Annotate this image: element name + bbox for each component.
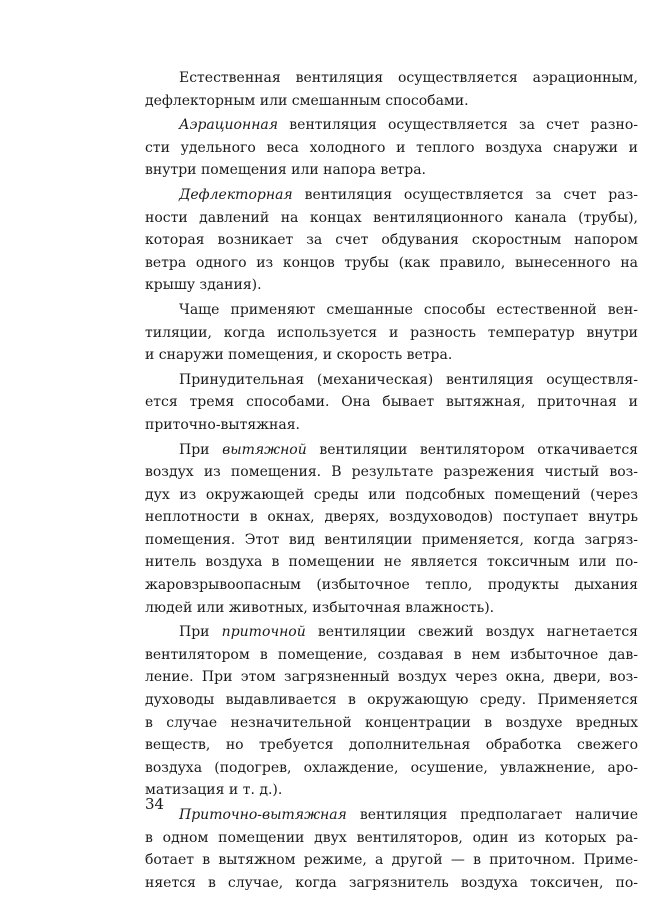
- line-text: тиляции, когда используется и разность температур внутри: [145, 324, 638, 341]
- italic-term: Аэрационная: [179, 117, 279, 134]
- text-line: [145, 184, 638, 207]
- text-line: [145, 621, 638, 644]
- text-line: [145, 734, 638, 757]
- text-line: [145, 299, 638, 322]
- paragraph: [145, 439, 638, 620]
- line-text: неплотности в окнах, дверях, воздуховодов) поступает внутрь: [145, 509, 638, 526]
- line-prefix: При: [179, 624, 222, 641]
- line-text: ности давлений на концах вентиляционного канала (трубы),: [145, 209, 638, 226]
- text-line: [145, 67, 638, 90]
- line-text: Чаще применяют смешанные способы естественной вен-: [179, 301, 638, 318]
- page-body: [145, 67, 638, 894]
- paragraph: [145, 67, 638, 112]
- text-line: [145, 229, 638, 252]
- line-text: ботает в вытяжном режиме, а другой — в приточном. Приме-: [145, 852, 638, 869]
- italic-term: Дефлекторная: [179, 186, 293, 203]
- paragraph: [145, 369, 638, 437]
- text-line: [145, 506, 638, 529]
- line-text: вентиляция осуществляется за счет разно-: [278, 117, 638, 134]
- line-text: сти удельного веса холодного и теплого воздуха снаружи и: [145, 139, 638, 156]
- text-line: [145, 391, 638, 414]
- line-text: вентиляции вентилятором откачивается: [306, 441, 638, 458]
- line-text: вентиляция осуществляется за счет раз-: [292, 186, 638, 203]
- text-line: [145, 712, 638, 735]
- text-line: [145, 114, 638, 137]
- text-line: [145, 779, 638, 802]
- text-line: [145, 666, 638, 689]
- text-line: [145, 322, 638, 345]
- italic-term: приточной: [221, 624, 306, 641]
- line-text: вентиляция предполагает наличие: [346, 807, 638, 823]
- line-text: дефлекторным или смешанным способами.: [145, 92, 469, 109]
- text-line: [145, 872, 638, 895]
- line-prefix: При: [179, 441, 223, 458]
- text-line: [145, 274, 638, 297]
- text-line: [145, 252, 638, 275]
- line-text: вентиляции свежий воздух нагнетается: [305, 624, 639, 641]
- text-line: [145, 597, 638, 620]
- text-line: [145, 207, 638, 230]
- text-line: [145, 90, 638, 113]
- line-text: няется в случае, когда загрязнитель воздуха токсичен, по-: [145, 874, 638, 891]
- line-text: внутри помещения или напора ветра.: [145, 162, 426, 179]
- line-text: веществ, но требуется дополнительная обработка свежего: [145, 737, 638, 754]
- line-text: людей или животных, избыточная влажность).: [145, 599, 495, 616]
- text-line: [145, 369, 638, 392]
- text-line: [145, 551, 638, 574]
- text-line: [145, 757, 638, 780]
- paragraph: [145, 184, 638, 297]
- text-line: [145, 644, 638, 667]
- text-line: [145, 137, 638, 160]
- text-line: [145, 804, 638, 827]
- paragraph: [145, 621, 638, 802]
- italic-term: вытяжной: [222, 441, 307, 458]
- line-text: которая возникает за счет обдувания скоростным напором: [145, 232, 638, 249]
- line-text: в одном помещении двух вентиляторов, один из которых ра-: [145, 829, 638, 846]
- text-line: [145, 529, 638, 552]
- paragraph: [145, 804, 638, 894]
- line-text: Принудительная (механическая) вентиляция осуществля-: [179, 371, 638, 388]
- line-text: воздух из помещения. В результате разрежения чистый воз-: [145, 464, 638, 481]
- text-line: [145, 414, 638, 437]
- paragraph: [145, 299, 638, 367]
- line-text: воздуха (подогрев, охлаждение, осушение, увлажнение, аро-: [145, 759, 638, 776]
- line-text: ветра одного из концов трубы (как правило, вынесенного на: [145, 254, 638, 271]
- italic-term: Приточно-вытяжная: [179, 807, 347, 823]
- line-text: помещения. Этот вид вентиляции применяется, когда загряз-: [145, 531, 638, 548]
- line-text: дух из окружающей среды или подсобных помещений (через: [145, 486, 638, 503]
- text-line: [145, 827, 638, 850]
- text-line: [145, 849, 638, 872]
- line-text: ление. При этом загрязненный воздух через окна, двери, воз-: [145, 669, 638, 686]
- line-text: ется тремя способами. Она бывает вытяжная, приточная и: [145, 394, 638, 411]
- page-number: 34: [145, 795, 165, 813]
- line-text: матизация и т. д.).: [145, 782, 283, 799]
- text-line: [145, 344, 638, 367]
- paragraph: [145, 114, 638, 182]
- text-line: [145, 484, 638, 507]
- text-line: [145, 461, 638, 484]
- line-text: и снаружи помещения, и скорость ветра.: [145, 347, 453, 364]
- line-text: духоводы выдавливается в окружающую среду. Применяется: [145, 692, 638, 709]
- line-text: жаровзрывоопасным (избыточное тепло, продукты дыхания: [145, 577, 638, 594]
- line-text: вентилятором в помещение, создавая в нем избыточное дав-: [145, 646, 638, 663]
- line-text: приточно-вытяжная.: [145, 416, 300, 433]
- text-line: [145, 159, 638, 182]
- line-text: в случае незначительной концентрации в воздухе вредных: [145, 714, 638, 731]
- text-line: [145, 574, 638, 597]
- line-text: Естественная вентиляция осуществляется аэрационным,: [179, 70, 638, 86]
- line-text: нитель воздуха в помещении не является токсичным или по-: [145, 554, 638, 571]
- text-line: [145, 689, 638, 712]
- text-line: [145, 439, 638, 462]
- line-text: крышу здания).: [145, 277, 262, 294]
